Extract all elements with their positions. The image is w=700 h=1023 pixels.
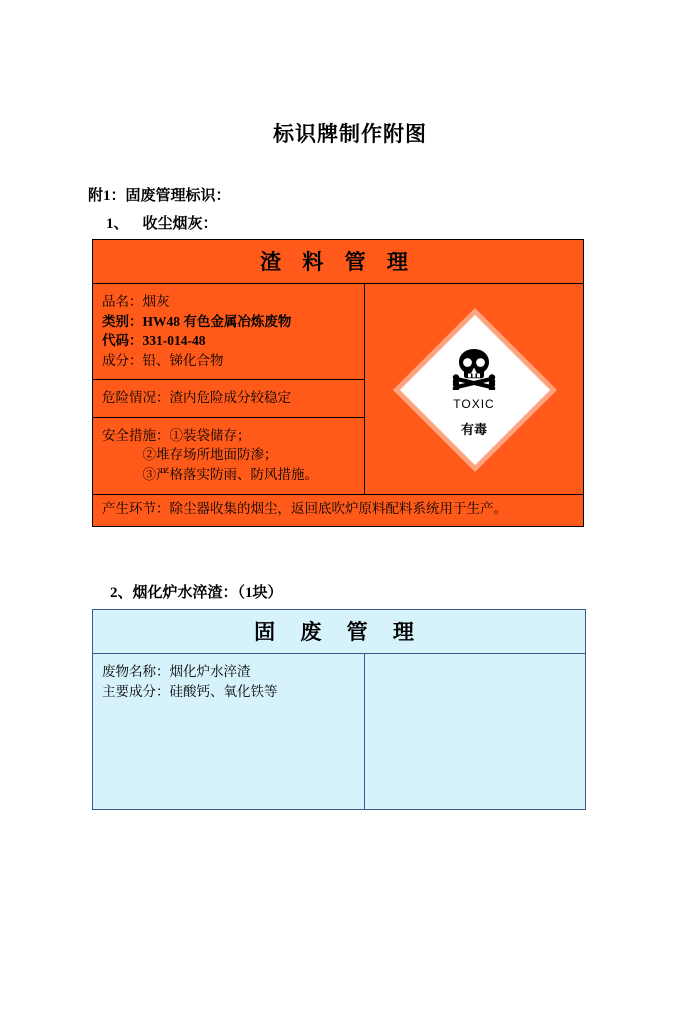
sign1-field-composition: 成分：铅、锑化合物 [102,352,224,368]
sign2-left-column [93,654,365,809]
item-1-text: 收尘烟灰： [142,216,218,232]
sign1-measure-line-2: ②堆存场所地面防渗； [102,447,278,463]
hazardous-waste-sign [92,239,584,527]
item-1-number: 1、 [106,216,129,232]
sign1-body [93,284,583,494]
sign1-field-category: 类别：HW48 有色金属冶炼废物 [102,313,292,329]
page-title: 标识牌制作附图 [273,122,427,146]
sign2-title: 固 废 管 理 [93,610,585,654]
toxic-label-en: TOXIC [453,396,495,411]
sign1-measure-line-1: 安全措施：①装袋储存； [102,427,251,443]
toxic-diamond [399,314,549,464]
sign1-field-name: 品名：烟灰 [102,294,170,309]
sign1-title: 渣 料 管 理 [93,240,583,284]
sign1-left-column [93,284,365,494]
sign2-body [93,654,585,809]
item-2-number: 2、 [110,585,133,602]
sign1-pictogram-cell [365,284,583,494]
item-2-text: 烟化炉水淬渣：（1块） [132,585,283,602]
document-page [0,118,700,1023]
section-spacer [88,527,612,581]
sign2-field-name: 废物名称：烟化炉水淬渣 [102,664,251,680]
section-label: 附1：固废管理标识： [88,188,231,204]
sign1-danger-info [93,380,364,418]
item-2-heading [88,581,612,602]
item-1-heading [88,212,612,233]
sign2-basic-info [93,654,364,710]
sign2-right-column [365,654,585,809]
sign1-process-info: 产生环节：除尘器收集的烟尘，返回底吹炉原料配料系统用于生产。 [93,494,583,527]
sign2-field-composition: 主要成分：硅酸钙、氧化铁等 [102,683,278,699]
sign1-measure-line-3: ③严格落实防雨、防风措施。 [102,466,318,482]
sign1-danger-text: 危险情况：渣内危险成分较稳定 [102,390,291,406]
sign1-measures [93,418,364,494]
diamond-content [399,314,549,464]
sign1-field-code: 代码：331-014-48 [102,333,206,349]
sign1-basic-info [93,284,364,380]
toxic-label-cn: 有毒 [460,421,487,437]
solid-waste-sign [92,609,586,810]
skull-and-crossbones-icon [448,346,500,395]
